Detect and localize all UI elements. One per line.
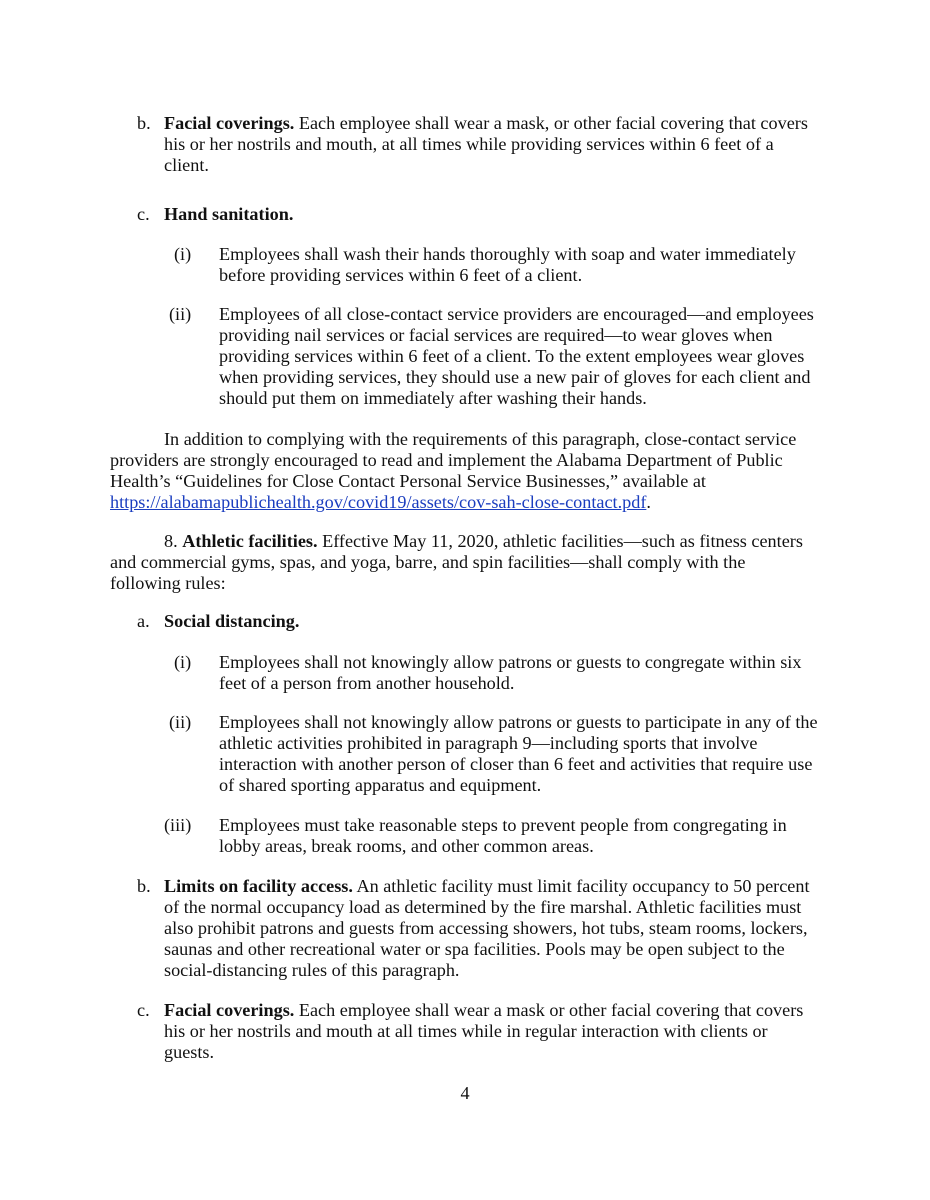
hand-sanitation-sub-ii <box>219 304 814 409</box>
text-line: and commercial gyms, spas, and yoga, barre, and spin facilities—shall comply with the <box>110 552 746 572</box>
text-line: social-distancing rules of this paragraph. <box>164 960 460 980</box>
text-line: of the normal occupancy load as determined by the fire marshal. Athletic facilities must <box>164 897 802 917</box>
text-line: following rules: <box>110 573 226 593</box>
sub-marker-iii: (iii) <box>164 815 192 835</box>
text-line: Employees shall not knowingly allow patrons or guests to participate in any of the <box>219 712 818 732</box>
text-line: his or her nostrils and mouth, at all times while providing services within 6 feet of a <box>164 134 774 154</box>
text-line: Each employee shall wear a mask, or other facial covering that covers <box>294 113 808 133</box>
text-line: lobby areas, break rooms, and other common areas. <box>219 836 594 856</box>
facial-coverings-heading: Facial coverings. <box>164 113 295 133</box>
sub-marker-ii: (ii) <box>169 304 192 324</box>
limits-on-facility-access-item <box>164 876 810 981</box>
text-line: Employees must take reasonable steps to prevent people from congregating in <box>219 815 787 835</box>
list-marker-c: c. <box>137 204 150 224</box>
list-marker-b: b. <box>137 113 151 133</box>
text-line: Employees of all close-contact service providers are encouraged—and employees <box>219 304 814 324</box>
text-line: also prohibit patrons and guests from accessing showers, hot tubs, steam rooms, lockers, <box>164 918 808 938</box>
text-line: Each employee shall wear a mask or other facial covering that covers <box>294 1000 804 1020</box>
text-line: feet of a person from another household. <box>219 673 515 693</box>
text-line: Employees shall not knowingly allow patrons or guests to congregate within six <box>219 652 802 672</box>
hand-sanitation-sub-i <box>219 244 796 286</box>
text-line: interaction with another person of closer than 6 feet and activities that require use <box>219 754 813 774</box>
social-distancing-sub-ii <box>219 712 818 796</box>
guidelines-link[interactable]: https://alabamapublichealth.gov/covid19/assets/cov-sah-close-contact.pdf <box>110 492 647 512</box>
text-line: athletic activities prohibited in paragraph 9—including sports that involve <box>219 733 758 753</box>
sub-marker-i: (i) <box>174 244 192 264</box>
list-marker-b: b. <box>137 876 151 896</box>
athletic-facilities-paragraph <box>110 531 803 594</box>
section-number: 8. <box>164 531 183 551</box>
list-marker-c: c. <box>137 1000 150 1020</box>
sub-marker-i: (i) <box>174 652 192 672</box>
facial-coverings-athletic-item <box>164 1000 803 1063</box>
text-line: Health’s “Guidelines for Close Contact Personal Service Businesses,” available at <box>110 471 706 491</box>
page-number: 4 <box>460 1083 470 1103</box>
text-line: his or her nostrils and mouth at all times while in regular interaction with clients or <box>164 1021 768 1041</box>
text-line: . <box>646 492 651 512</box>
social-distancing-heading: Social distancing. <box>164 611 300 631</box>
additional-guidelines-paragraph <box>110 429 796 513</box>
hand-sanitation-heading: Hand sanitation. <box>164 204 294 224</box>
social-distancing-sub-i <box>219 652 801 694</box>
facial-coverings-item <box>164 113 808 176</box>
text-line: providers are strongly encouraged to read and implement the Alabama Department of Public <box>110 450 783 470</box>
limits-heading: Limits on facility access. <box>164 876 353 896</box>
text-line: Effective May 11, 2020, athletic facilities—such as fitness centers <box>317 531 803 551</box>
athletic-facilities-heading: Athletic facilities. <box>182 531 318 551</box>
text-line: of shared sporting apparatus and equipment. <box>219 775 542 795</box>
text-line: saunas and other recreational water or spa facilities. Pools may be open subject to the <box>164 939 785 959</box>
list-marker-a: a. <box>137 611 150 631</box>
text-line: In addition to complying with the requirements of this paragraph, close-contact service <box>164 429 797 449</box>
text-line: providing nail services or facial services are required—to wear gloves when <box>219 325 773 345</box>
text-line: Employees shall wash their hands thoroughly with soap and water immediately <box>219 244 796 264</box>
text-line: when providing services, they should use a new pair of gloves for each client and <box>219 367 811 387</box>
text-line: An athletic facility must limit facility occupancy to 50 percent <box>352 876 810 896</box>
text-line: guests. <box>164 1042 215 1062</box>
text-line: should put them on immediately after washing their hands. <box>219 388 647 408</box>
sub-marker-ii: (ii) <box>169 712 192 732</box>
social-distancing-sub-iii <box>219 815 787 857</box>
text-line: providing services within 6 feet of a client. To the extent employees wear gloves <box>219 346 805 366</box>
text-line: before providing services within 6 feet of a client. <box>219 265 583 285</box>
facial-coverings-heading: Facial coverings. <box>164 1000 295 1020</box>
text-line: client. <box>164 155 209 175</box>
